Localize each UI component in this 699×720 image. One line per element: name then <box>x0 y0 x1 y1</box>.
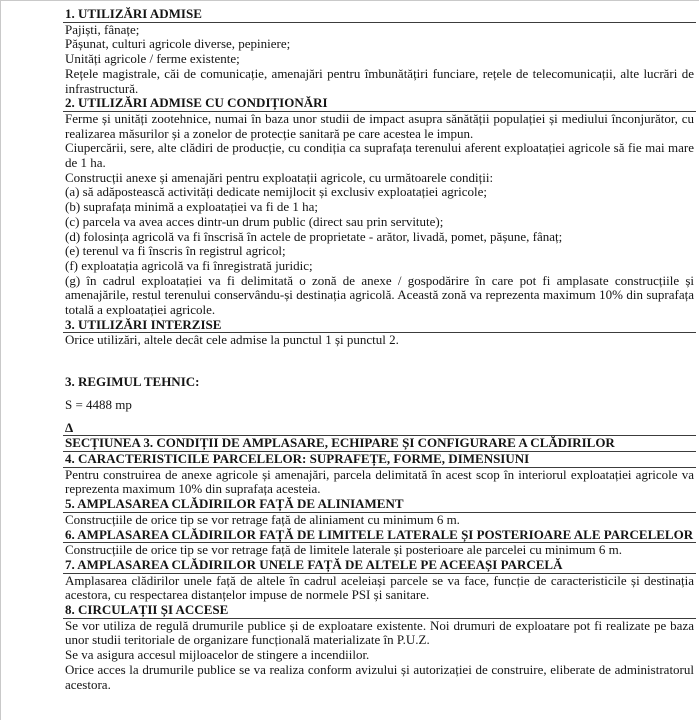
paragraph: Orice utilizări, altele decât cele admise la punctul 1 și punctul 2. <box>65 332 399 348</box>
paragraph: Pentru construirea de anexe agricole și amenajări, parcela delimitată în acest scop în interiorul exploatației agricole va reprezenta maximum 10% din suprafața acesteia. <box>65 466 694 497</box>
paragraph: (f) exploatația agricolă va fi înregistrată juridic; <box>65 257 313 273</box>
section-heading: 3. REGIMUL TEHNIC: <box>65 374 200 390</box>
section-heading: 5. AMPLASAREA CLĂDIRILOR FAȚĂ DE ALINIAMENT <box>63 497 696 513</box>
anchor-symbol: Δ <box>63 421 696 437</box>
section-heading: 6. AMPLASAREA CLĂDIRILOR FAȚĂ DE LIMITELE LATERALE ȘI POSTERIOARE ALE PARCELELOR <box>63 528 696 544</box>
paragraph: (c) parcela va avea acces dintr-un drum public (direct sau prin servitute); <box>65 213 444 229</box>
paragraph: (g) în cadrul exploatației va fi delimitată o zonă de anexe / gospodărire în care pot fi amplasate construcțiile și amenajările, restul terenului conservându-și destinația agricolă. Această zonă va reprezenta maximum 10% din suprafața totală a exploatației agricole. <box>65 272 694 318</box>
section-heading: 1. UTILIZĂRI ADMISE <box>63 7 696 23</box>
paragraph: Construcțiile de orice tip se vor retrage față de limitele laterale și posterioare ale parcelei cu minimum 6 m. <box>65 542 622 558</box>
section-heading: 8. CIRCULAȚII ȘI ACCESE <box>63 603 696 619</box>
section-heading: 4. CARACTERISTICILE PARCELELOR: SUPRAFEȚE, FORME, DIMENSIUNI <box>63 452 696 468</box>
paragraph: Se va asigura accesul mijloacelor de stingere a incendiilor. <box>65 647 370 663</box>
paragraph: Orice acces la drumurile publice se va realiza conform avizului și autorizației de construire, eliberate de administratorul acestora. <box>65 661 694 692</box>
paragraph: Rețele magistrale, căi de comunicație, amenajări pentru îmbunătățiri funciare, rețele de telecomunicații, alte lucrări de infrastructură. <box>65 65 694 96</box>
paragraph: S = 4488 mp <box>65 396 132 412</box>
section-heading: 2. UTILIZĂRI ADMISE CU CONDIȚIONĂRI <box>63 96 696 112</box>
paragraph: Pajiști, fânațe; <box>65 21 140 37</box>
spacer <box>63 348 696 375</box>
paragraph: Amplasarea clădirilor unele față de altele în cadrul aceleiași parcele se va face, funcție de caracteristicile și destinația acestora, cu respectarea distanțelor impuse de normele PSI și sanitare. <box>65 572 694 603</box>
section-heading: SECȚIUNEA 3. CONDIȚII DE AMPLASARE, ECHIPARE ȘI CONFIGURARE A CLĂDIRILOR <box>63 436 696 452</box>
section-heading: 7. AMPLASAREA CLĂDIRILOR UNELE FAȚĂ DE ALTELE PE ACEEAȘI PARCELĂ <box>63 558 696 574</box>
paragraph: Se vor utiliza de regulă drumurile publice și de exploatare existente. Noi drumuri de exploatare pot fi realizate pe baza unor studii teritoriale de organizare funcțională materializate în P.U.Z. <box>65 617 694 648</box>
paragraph: (a) să adăpostească activități dedicate nemijlocit și exclusiv exploatației agricole; <box>65 184 487 200</box>
spacer <box>63 390 696 398</box>
paragraph: Construcțiile de orice tip se vor retrage față de aliniament cu minimum 6 m. <box>65 511 460 527</box>
paragraph: Pășunat, culturi agricole diverse, pepiniere; <box>65 36 291 52</box>
paragraph: (e) terenul va fi înscris în registrul agricol; <box>65 243 286 259</box>
section-heading: 3. UTILIZĂRI INTERZISE <box>63 318 696 334</box>
paragraph: (d) folosința agricolă va fi înscrisă în actele de proprietate - arător, livadă, pomet, pășune, fânaț; <box>65 228 563 244</box>
paragraph: Unități agricole / ferme existente; <box>65 51 240 67</box>
paragraph: Construcții anexe și amenajări pentru exploatații agricole, cu următoarele condiții: <box>65 169 494 185</box>
document-body <box>63 7 696 692</box>
paragraph: Ciupercării, sere, alte clădiri de producție, cu condiția ca suprafața terenului aferent exploatației agricole să fie mai mare de 1 ha. <box>65 140 694 171</box>
paragraph: (b) suprafața minimă a exploatației va fi de 1 ha; <box>65 199 319 215</box>
spacer <box>63 413 696 421</box>
paragraph: Ferme și unități zootehnice, numai în baza unor studii de impact asupra sănătății populației și mediului înconjurător, cu realizarea măsurilor și a zonelor de protecție sanitară pe care acestea le impun. <box>65 110 694 141</box>
